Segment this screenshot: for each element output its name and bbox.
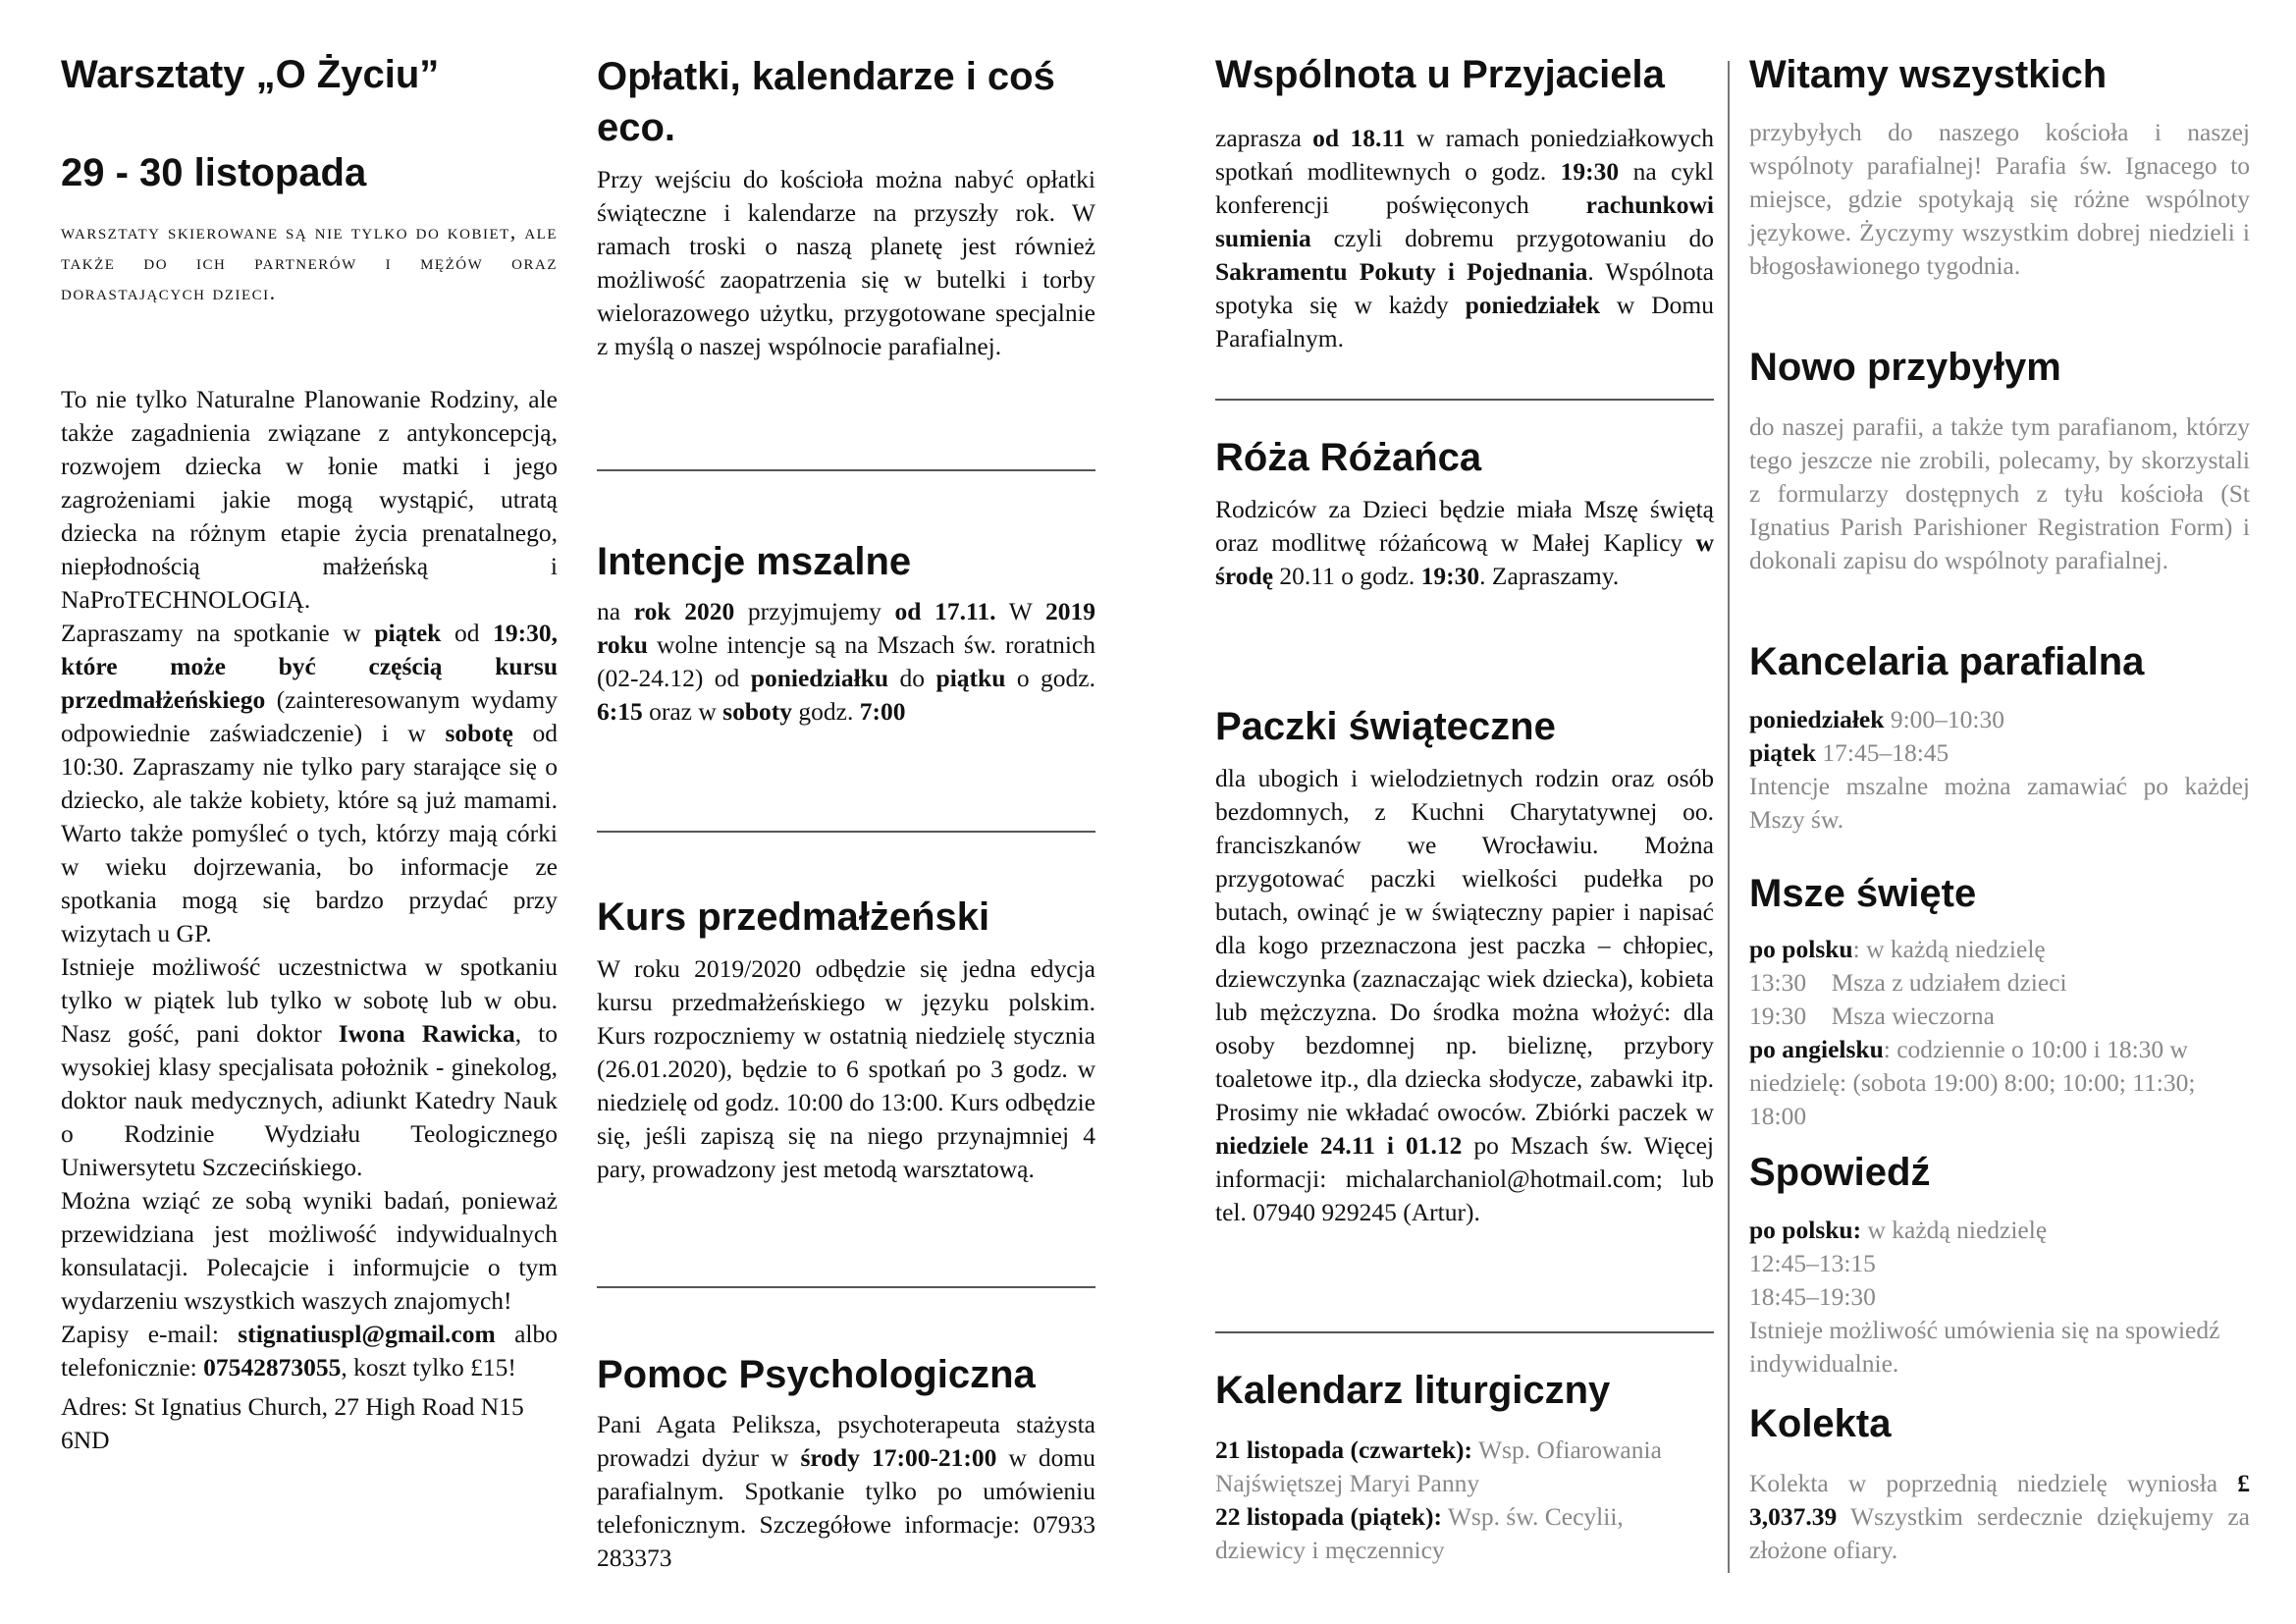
witamy-title: Witamy wszystkich [1749, 53, 2108, 96]
nowo-text: do naszej parafii, a także tym parafianom, którzy tego jeszcze nie zrobili, polecamy, by skorzystali z formularzy dostępnych z tyłu kościoła (St Ignatius Parish Parishioner Registration Form) i dokonali zapisu do wspólnoty parafialnej. [1749, 412, 2250, 574]
email-link[interactable]: stignatiuspl@gmail.com [238, 1320, 496, 1348]
kalendarz-title: Kalendarz liturgiczny [1215, 1369, 1611, 1412]
oplatki-title: Opłatki, kalendarze i coś eco. [597, 55, 1055, 149]
warsztaty-title: Warsztaty „O Życiu” [61, 53, 440, 96]
column-separator [1728, 61, 1730, 1573]
kalendarz-item: 21 listopada (czwartek): Wsp. Ofiarowania Najświętszej Maryi Panny [1215, 1435, 1662, 1497]
kurs-title: Kurs przedmałżeński [597, 895, 990, 939]
warsztaty-address: Adres: St Ignatius Church, 27 High Road N15 6ND [61, 1392, 524, 1454]
wspolnota-text: zaprasza od 18.11 w ramach poniedziałkowych spotkań modlitewnych o godz. 19:30 na cykl konferencji poświęconych rachunkowi sumienia czyli dobremu przygotowaniu do Sakramentu Pokuty i Pojednania. Wspólnota spotyka się w każdy poniedziałek w Domu Parafialnym. [1215, 124, 1715, 352]
intencje-text: na rok 2020 przyjmujemy od 17.11. W 2019 roku wolne intencje są na Mszach św. roratnich (02-24.12) od poniedziałku do piątku o godz. 6:15 oraz w soboty godz. 7:00 [597, 597, 1096, 726]
kalendarz-item: 22 listopada (piątek): Wsp. św. Cecylii, dziewicy i męczennicy [1215, 1502, 1624, 1564]
spowiedz-schedule: po polsku: w każdą niedzielę 12:45–13:15 18:45–19:30 Istnieje możliwość umówienia się na spowiedź indywidualnie. [1749, 1216, 2220, 1378]
warsztaty-paragraph: Można wziąć ze sobą wyniki badań, ponieważ przewidziana jest możliwość indywidualnych konsulatacji. Polecajcie i informujcie o tym wydarzeniu wszystkich waszych znajomych! [61, 1186, 558, 1315]
intencje-title: Intencje mszalne [597, 540, 912, 583]
pomoc-text: Pani Agata Peliksza, psychoterapeuta stażysta prowadzi dyżur w środy 17:00-21:00 w domu parafialnym. Spotkanie tylko po umówieniu telefonicznym. Szczegółowe informacje: 07933 283373 [597, 1410, 1095, 1572]
msze-schedule: po polsku: w każdą niedzielę 13:30 Msza z udziałem dzieci 19:30 Msza wieczorna po angielsku: codziennie o 10:00 i 18:30 w niedzielę: (sobota 19:00) 8:00; 10:00; 11:30; 18:00 [1749, 935, 2196, 1130]
warsztaty-body [61, 383, 558, 1457]
divider [1215, 1331, 1714, 1333]
paczki-title: Paczki świąteczne [1215, 705, 1556, 748]
pomoc-title: Pomoc Psychologiczna [597, 1353, 1036, 1396]
warsztaty-date: 29 - 30 listopada [61, 151, 367, 194]
kancelaria-title: Kancelaria parafialna [1749, 640, 2145, 683]
oplatki-text: Przy wejściu do kościoła można nabyć opłatki świąteczne i kalendarze na przyszły rok. W ramach troski o naszą planetę jest również możliwość zaopatrzenia się w butelki i torby wielorazowego użytku, przygotowane specjalnie z myślą o naszej wspólnocie parafialnej. [597, 165, 1095, 360]
paczki-text: dla ubogich i wielodzietnych rodzin oraz osób bezdomnych, z Kuchni Charytatywnej oo. franciszkanów we Wrocławiu. Można przygotować paczki wielkości pudełka po butach, owinąć je w świąteczny papier i napisać dla kogo przeznaczona jest paczka – chłopiec, dziewczynka (zaznaczając wiek dziecka), kobieta lub mężczyzna. Do środka można włożyć: dla osoby bezdomnej np. bieliznę, przybory toaletowe itp., dla dziecka słodycze, zabawki itp. Prosimy nie wkładać owoców. Zbiórki paczek w niedziele 24.11 i 01.12 po Mszach św. Więcej informacji: michalarchaniol@hotmail.com; lub tel. 07940 929245 (Artur). [1215, 764, 1714, 1226]
warsztaty-paragraph: To nie tylko Naturalne Planowanie Rodziny, ale także zagadnienia związane z antykoncepcją, rozwojem dziecka w łonie matki i jego zagrożeniami jakie mogą wystąpić, utratą dziecka na różnym etapie życia prenatalnego, niepłodnością małżeńską i NaProTECHNOLOGIĄ. [61, 385, 558, 614]
warsztaty-lead: warsztaty skierowane są nie tylko do kobiet, ale także do ich partnerów i mężów oraz dorastających dzieci. [61, 219, 558, 304]
roza-text: Rodziców za Dzieci będzie miała Mszę świętą oraz modlitwę różańcową w Małej Kaplicy w środę 20.11 o godz. 19:30. Zapraszamy. [1215, 495, 1714, 590]
wspolnota-title: Wspólnota u Przyjaciela [1215, 53, 1665, 96]
kurs-text: W roku 2019/2020 odbędzie się jedna edycja kursu przedmałżeńskiego w języku polskim. Kurs rozpoczniemy w ostatnią niedzielę stycznia (26.01.2020), będzie to 6 spotkań po 3 godz. w niedzielę od godz. 10:00 do 13:00. Kurs odbędzie się, jeśli zapiszą się na niego przynajmniej 4 pary, prowadzony jest metodą warsztatową. [597, 954, 1095, 1183]
witamy-text: przybyłych do naszego kościoła i naszej wspólnoty parafialnej! Parafia św. Ignacego to miejsce, gdzie spotykają się różne wspólnoty językowe. Życzymy wszystkim dobrej niedzieli i błogosławionego tygodnia. [1749, 118, 2250, 280]
msze-title: Msze święte [1749, 872, 1977, 915]
divider [597, 469, 1095, 471]
kolekta-title: Kolekta [1749, 1402, 1892, 1445]
spowiedz-title: Spowiedź [1749, 1151, 1931, 1194]
warsztaty-paragraph: Istnieje możliwość uczestnictwa w spotkaniu tylko w piątek lub tylko w sobotę lub w obu. Nasz gość, pani doktor Iwona Rawicka, to wysokiej klasy specjalisata położnik - ginekolog, doktor nauk medycznych, adiunkt Katedry Nauk o Rodzinie Wydziału Teologicznego Uniwersytetu Szczecińskiego. [61, 952, 558, 1181]
nowo-title: Nowo przybyłym [1749, 346, 2061, 389]
warsztaty-paragraph: Zapraszamy na spotkanie w piątek od 19:30, które może być częścią kursu przedmałżeńskiego (zainteresowanym wydamy odpowiednie zaświadczenie) i w sobotę od 10:30. Zapraszamy nie tylko pary starające się o dziecko, ale także kobiety, które są już mamami. Warto także pomyśleć o tych, którzy mają córki w wieku dojrzewania, bo informacje ze spotkania mogą się bardzo przydać przy wizytach u GP. [61, 619, 558, 947]
kolekta-text: Kolekta w poprzednią niedzielę wyniosła £ 3,037.39 Wszystkim serdecznie dziękujemy za złożone ofiary. [1749, 1469, 2250, 1564]
kancelaria-hours: poniedziałek 9:00–10:30 piątek 17:45–18:45 Intencje mszalne można zamawiać po każdej Mszy św. [1749, 705, 2250, 834]
divider [1215, 399, 1714, 401]
divider [597, 831, 1095, 833]
divider [597, 1286, 1095, 1288]
phone-number: 07542873055 [203, 1353, 342, 1381]
warsztaty-contact: Zapisy e-mail: stignatiuspl@gmail.com albo telefonicznie: 07542873055, koszt tylko £15! [61, 1320, 558, 1381]
roza-title: Róża Różańca [1215, 436, 1482, 479]
